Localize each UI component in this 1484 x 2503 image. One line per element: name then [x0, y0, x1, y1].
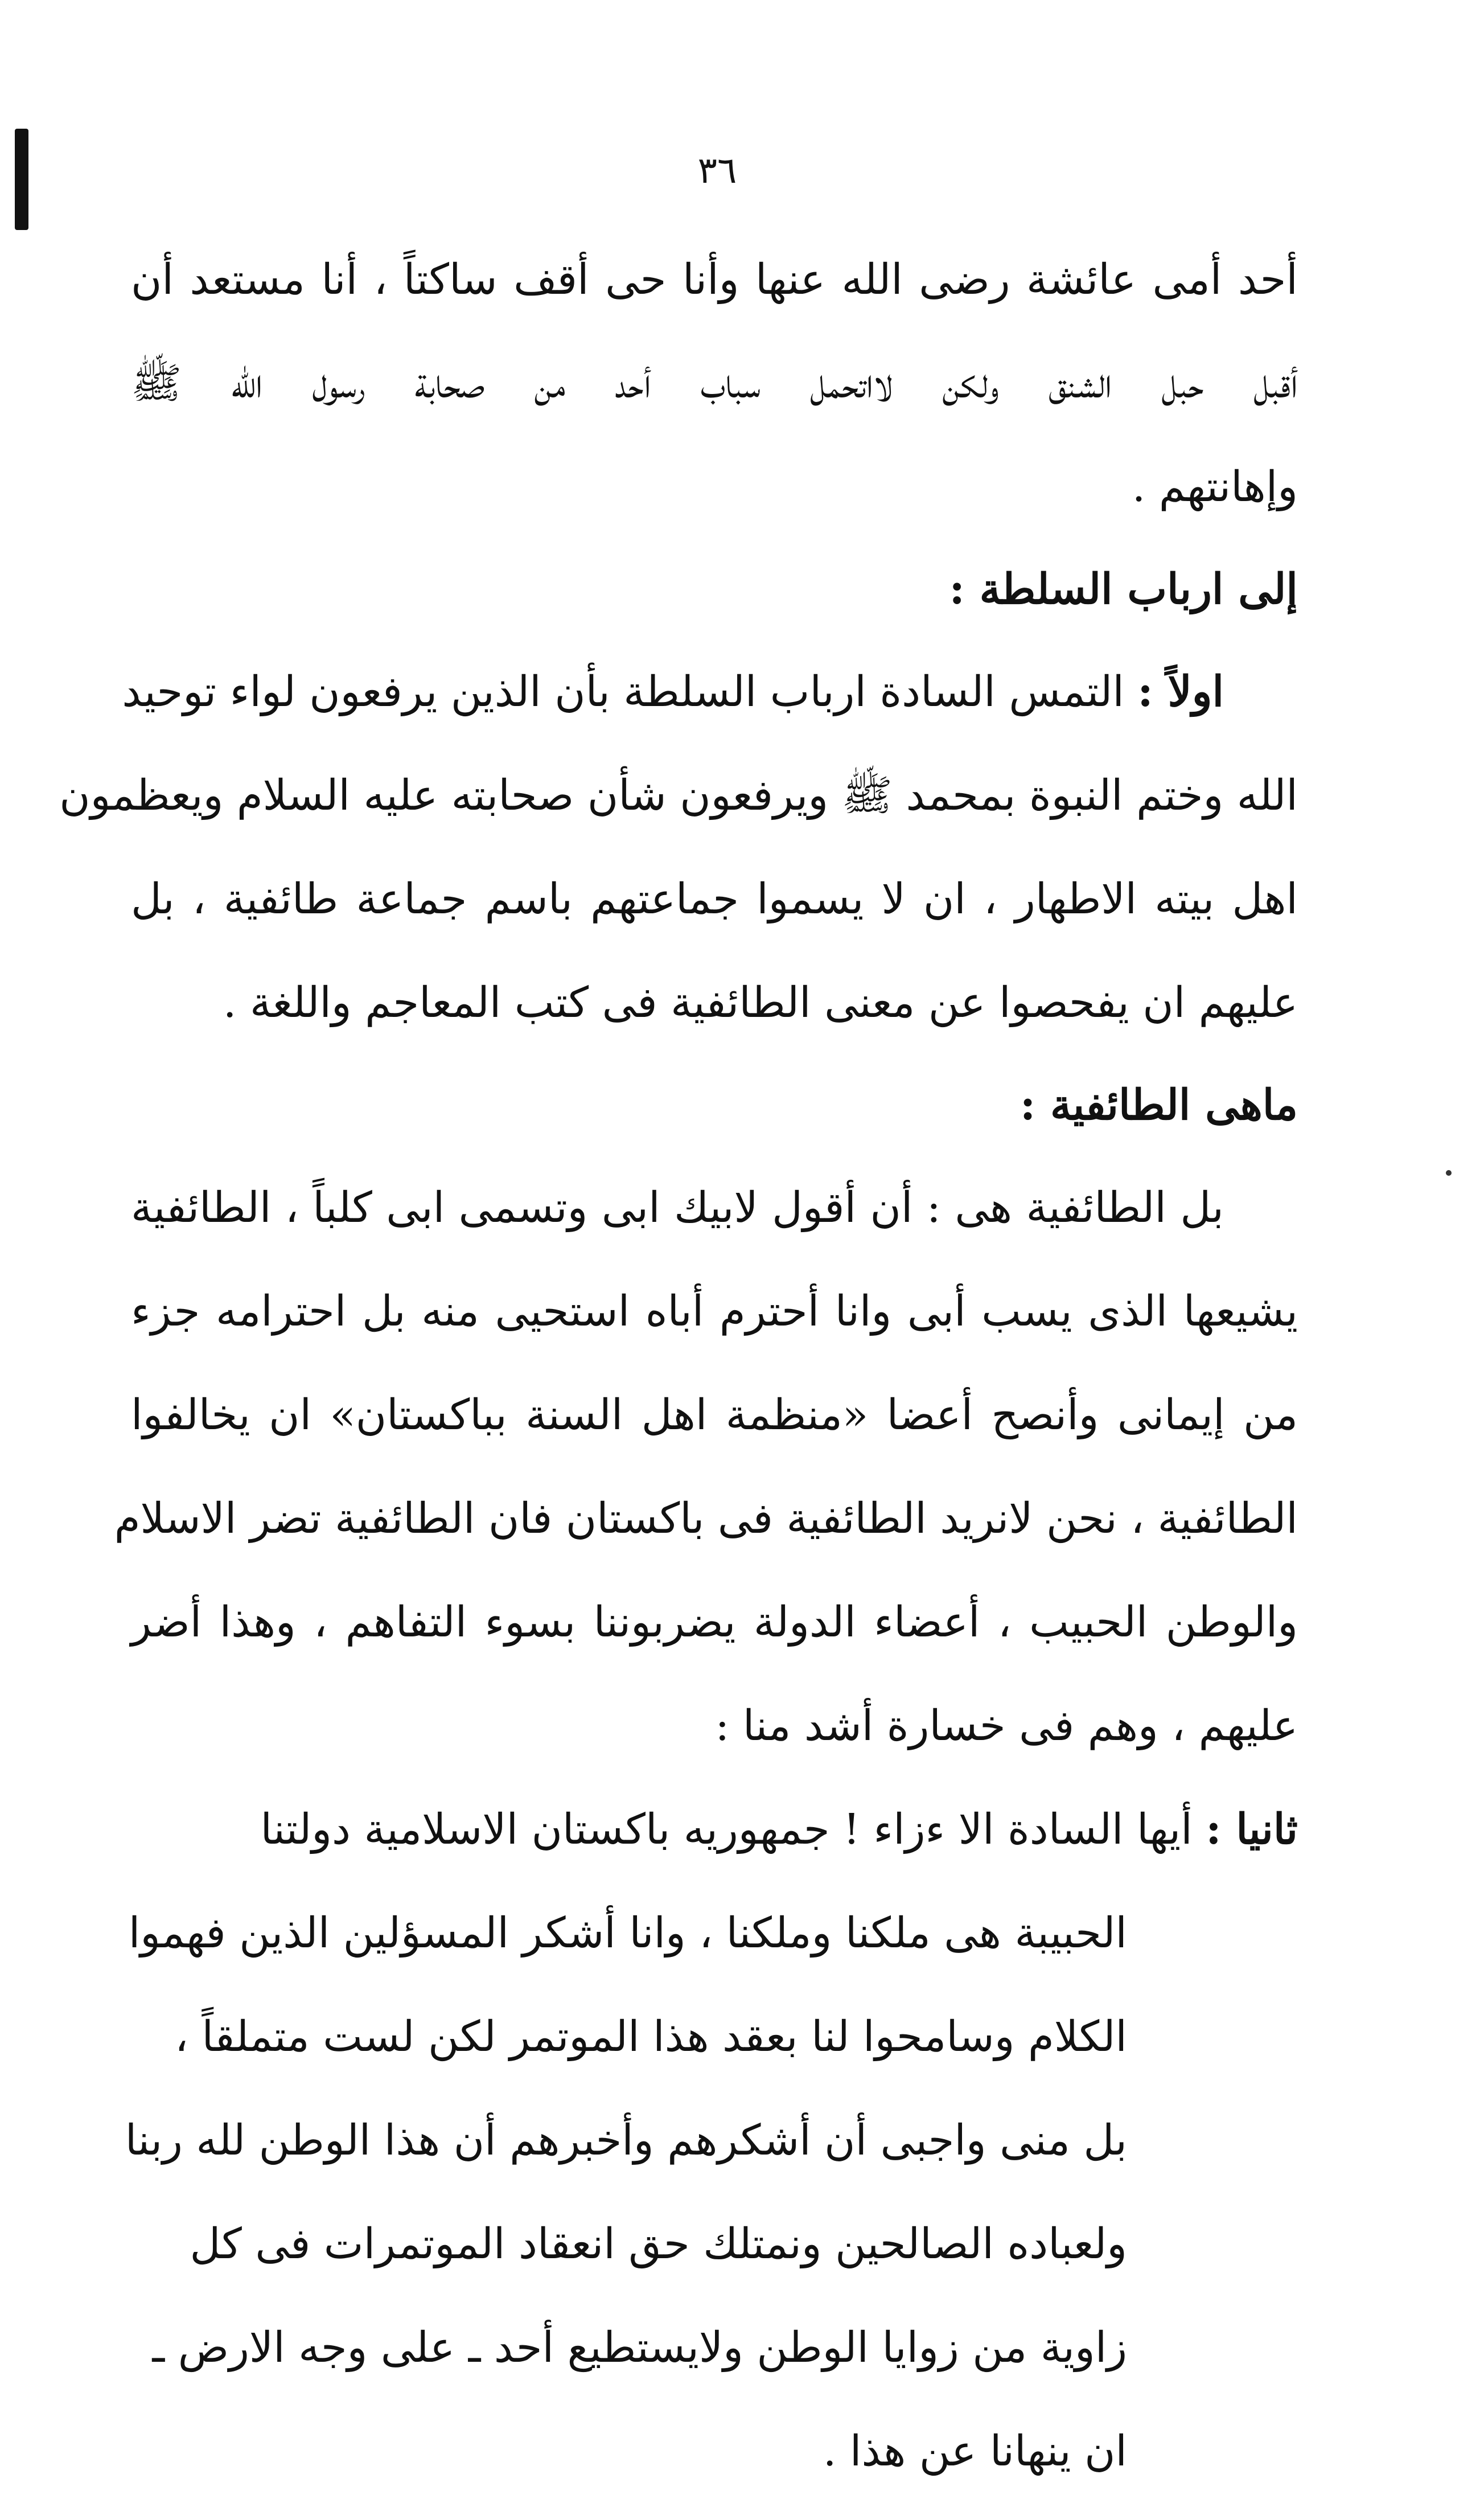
text-line: عليهم ، وهم فى خسارة أشد منا : [715, 1701, 1298, 1750]
text-line: الكلام وسامحوا لنا بعقد هذا الموتمر لكن لست متملقاً ، [175, 2012, 1127, 2061]
text-line: ولعباده الصالحين ونمتلك حق انعقاد الموتمرات فى كل [190, 2219, 1127, 2268]
text-line: الله وختم النبوة بمحمد ﷺ ويرفعون شأن صحابته عليه السلام ويعظمون [59, 771, 1298, 820]
text-line: يشيعها الذى يسب أبى وانا أحترم أباه استحيى منه بل احترامه جزء [131, 1287, 1298, 1336]
page-number: ٣٦ [697, 150, 737, 192]
text-line: التمس السادة ارباب السلطة بأن الذين يرفعون لواء توحيد [122, 667, 1124, 716]
section-heading-authorities: إلى ارباب السلطة : [949, 565, 1298, 614]
text-line: عليهم ان يفحصوا عن معنى الطائفية فى كتب المعاجم واللغة . [223, 978, 1298, 1027]
text-line: والوطن الحبيب ، أعضاء الدولة يضربوننا بسوء التفاهم ، وهذا أضر [131, 1598, 1298, 1647]
paragraph-lead-label: ثانيا : [1206, 1805, 1298, 1854]
paragraph-first-line [131, 1778, 1298, 1881]
text-line: من إيمانى وأنصح أعضا «منظمة اهل السنة بباكستان» ان يخالفوا [131, 1390, 1298, 1439]
text-line: وإهانتهم . [1132, 462, 1298, 511]
paragraph-first-line [122, 640, 1298, 744]
text-line: اهل بيته الاطهار ، ان لا يسموا جماعتهم باسم جماعة طائفية ، بل [131, 875, 1298, 924]
text-line: ان ينهانا عن هذا . [823, 2427, 1127, 2476]
body-text [59, 228, 1298, 2503]
scan-edge-mark [15, 129, 28, 230]
section-heading-sectarianism: ماهى الطائفية : [1020, 1081, 1298, 1130]
text-line: أقبل حبل الشنق ولكن لااتحمل سباب أحد من صحابة رسول الله ﷺ [131, 359, 1298, 408]
text-line: زاوية من زوايا الوطن ولايستطيع أحد ـ على وجه الارض ـ [152, 2323, 1127, 2372]
text-line: أحد أمى عائشة رضى الله عنها وأنا حى أقف ساكتاً ، أنا مستعد أن [131, 255, 1298, 304]
text-line: بل الطائفية هى : أن أقول لابيك ابى وتسمى ابى كلباً ، الطائفية [131, 1183, 1224, 1232]
text-line: بل منى واجبى أن أشكرهم وأخبرهم أن هذا الوطن لله ربنا [125, 2116, 1127, 2165]
text-line: أيها السادة الا ءزاء ! جمهوريه باكستان الاسلامية دولتنا [260, 1805, 1193, 1854]
text-line: الطائفية ، نحن لانريد الطائفية فى باكستان فان الطائفية تضر الاسلام [114, 1494, 1298, 1543]
stray-mark [1446, 1170, 1452, 1176]
text-line: الحبيبة هى ملكنا وملكنا ، وانا أشكر المسؤلين الذين فهموا [128, 1909, 1127, 1958]
paragraph-lead-label: اولاً : [1137, 667, 1224, 716]
